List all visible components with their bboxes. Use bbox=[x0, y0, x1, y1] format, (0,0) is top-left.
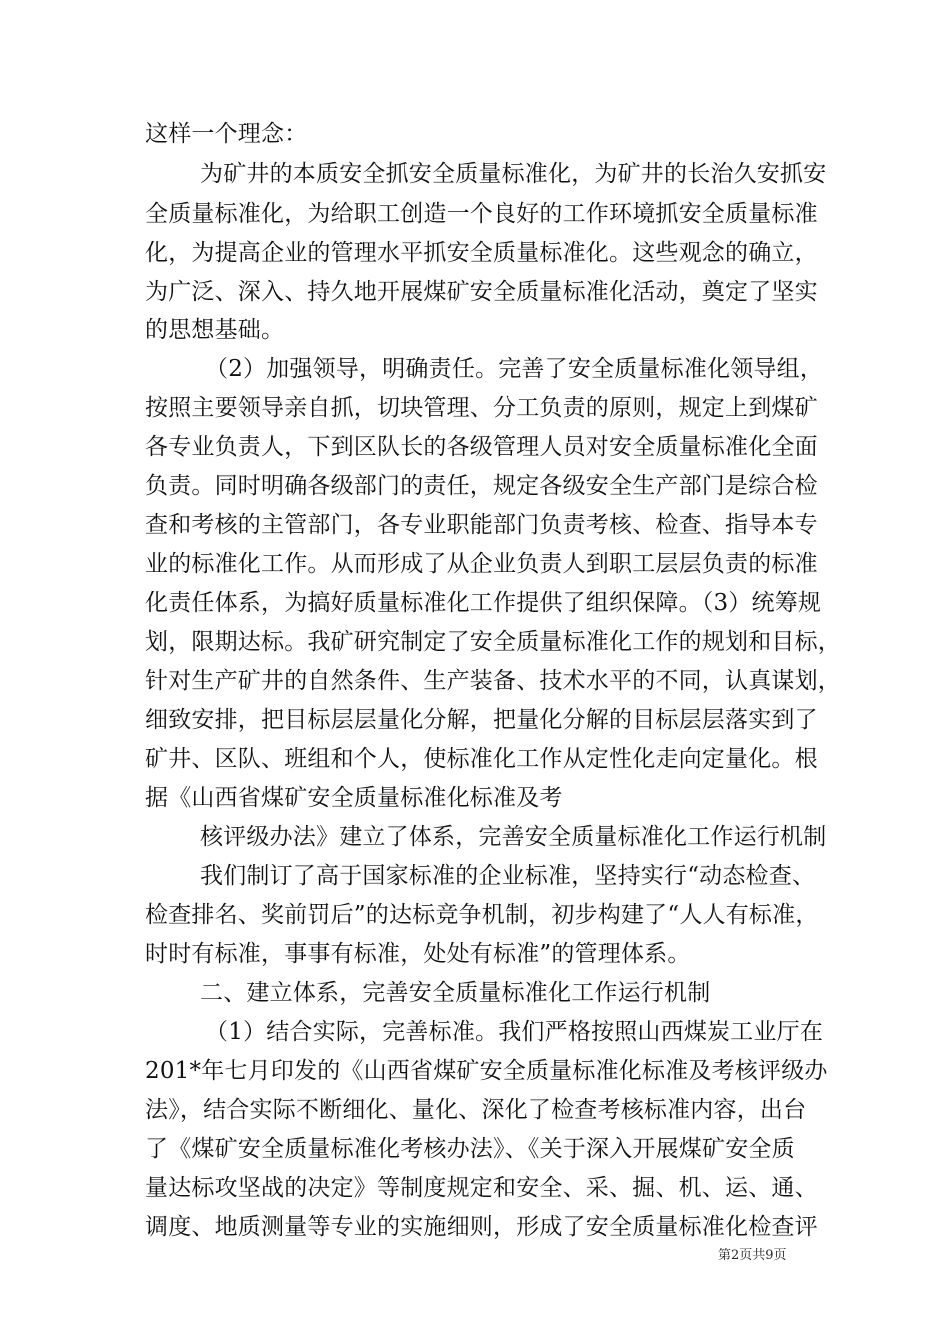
text-line: 业的标准化工作。从而形成了从企业负责人到职工层层负责的标准 bbox=[145, 551, 818, 577]
section-heading: 二、建立体系，完善安全质量标准化工作运行机制 bbox=[200, 980, 711, 1006]
text-line: 据《山西省煤矿安全质量标准化标准及考 bbox=[145, 785, 563, 811]
text-line: 针对生产矿井的自然条件、生产装备、技术水平的不同，认真谋划， bbox=[145, 668, 841, 694]
text-line: 矿井、区队、班组和个人，使标准化工作从定性化走向定量化。根 bbox=[145, 746, 818, 772]
text-line: 细致安排，把目标层层量化分解，把量化分解的目标层层落实到了 bbox=[145, 707, 818, 733]
text-line: 调度、地质测量等专业的实施细则，形成了安全质量标准化检查评 bbox=[145, 1214, 818, 1240]
text-line: 的思想基础。 bbox=[145, 317, 285, 343]
text-line: 化，为提高企业的管理水平抓安全质量标准化。这些观念的确立， bbox=[145, 240, 818, 266]
text-line: 了《煤矿安全质量标准化考核办法》、《关于深入开展煤矿安全质 bbox=[145, 1136, 795, 1162]
text-line: 时时有标准，事事有标准，处处有标准”的管理体系。 bbox=[145, 941, 691, 967]
text-line: 为广泛、深入、持久地开展煤矿安全质量标准化活动，奠定了坚实 bbox=[145, 279, 818, 305]
text-line: 按照主要领导亲自抓，切块管理、分工负责的原则，规定上到煤矿 bbox=[145, 395, 818, 421]
text-line: （2）加强领导，明确责任。完善了安全质量标准化领导组， bbox=[205, 356, 824, 382]
text-line: 划，限期达标。我矿研究制定了安全质量标准化工作的规划和目标， bbox=[145, 629, 841, 655]
text-line: 化责任体系，为搞好质量标准化工作提供了组织保障。（3）统筹规 bbox=[145, 590, 822, 616]
text-line: 检查排名、奖前罚后”的达标竞争机制，初步构建了“人人有标准， bbox=[145, 902, 819, 928]
text-line: 各专业负责人，下到区队长的各级管理人员对安全质量标准化全面 bbox=[145, 434, 818, 460]
text-line: 负责。同时明确各级部门的责任，规定各级安全生产部门是综合检 bbox=[145, 473, 818, 499]
text-line: 全质量标准化，为给职工创造一个良好的工作环境抓安全质量标准 bbox=[145, 201, 818, 227]
text-line: 我们制订了高于国家标准的企业标准，坚持实行“动态检查、 bbox=[200, 863, 816, 889]
text-line: 201*年七月印发的《山西省煤矿安全质量标准化标准及考核评级办 bbox=[145, 1058, 828, 1084]
text-line: （1）结合实际，完善标准。我们严格按照山西煤炭工业厅在 bbox=[205, 1019, 824, 1045]
text-line: 法》，结合实际不断细化、量化、深化了检查考核标准内容，出台 bbox=[145, 1097, 807, 1123]
text-line: 查和考核的主管部门，各专业职能部门负责考核、检查、指导本专 bbox=[145, 512, 818, 538]
text-line: 这样一个理念： bbox=[145, 121, 308, 147]
page-number: 第2页共9页 bbox=[718, 1248, 787, 1263]
text-line: 量达标攻坚战的决定》等制度规定和安全、采、掘、机、运、通、 bbox=[145, 1175, 818, 1201]
text-line: 核评级办法》建立了体系，完善安全质量标准化工作运行机制 bbox=[200, 824, 827, 850]
text-line: 为矿井的本质安全抓安全质量标准化，为矿井的长治久安抓安 bbox=[200, 161, 827, 187]
